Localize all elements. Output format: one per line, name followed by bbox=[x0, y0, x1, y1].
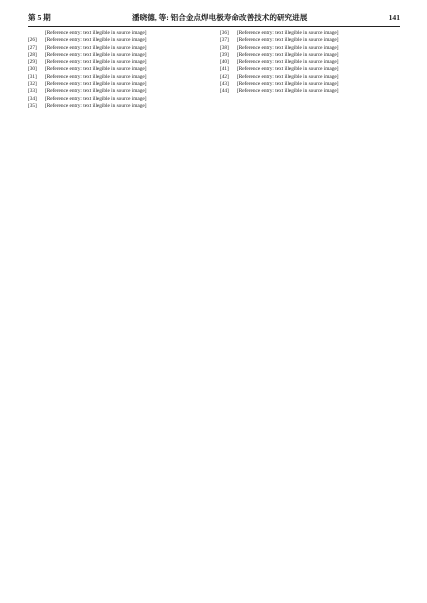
reference-number: [30] bbox=[28, 66, 37, 73]
reference-line: [Reference entry: text illegible in source image] bbox=[237, 44, 339, 51]
reference-number: [27] bbox=[28, 44, 37, 51]
reference-number: [28] bbox=[28, 51, 37, 58]
reference-line: [Reference entry: text illegible in source image] bbox=[237, 30, 339, 36]
reference-text bbox=[237, 66, 400, 73]
reference-number: [38] bbox=[220, 44, 229, 51]
reference-number: [34] bbox=[28, 95, 37, 102]
reference-entry bbox=[28, 88, 208, 95]
reference-entry bbox=[220, 66, 400, 73]
reference-line: [Reference entry: text illegible in source image] bbox=[45, 51, 147, 58]
issue-label: 第 5 期 bbox=[28, 12, 51, 22]
reference-entry bbox=[220, 74, 400, 81]
reference-line: [Reference entry: text illegible in source image] bbox=[45, 73, 147, 80]
reference-text bbox=[237, 88, 400, 95]
reference-text bbox=[45, 37, 208, 44]
reference-number: [35] bbox=[28, 102, 37, 109]
reference-number: [39] bbox=[220, 51, 229, 58]
reference-entry bbox=[28, 96, 208, 103]
reference-text bbox=[45, 45, 208, 52]
reference-text bbox=[237, 74, 400, 81]
reference-entry bbox=[220, 37, 400, 44]
page-number: 141 bbox=[388, 12, 400, 22]
running-title: 潘晓德, 等: 铝合金点焊电极寿命改善技术的研究进展 bbox=[132, 12, 308, 22]
reference-number: [41] bbox=[220, 66, 229, 73]
reference-text bbox=[45, 66, 208, 73]
reference-line: [Reference entry: text illegible in source image] bbox=[237, 51, 339, 58]
left-reference-column bbox=[28, 30, 208, 595]
reference-line: [Reference entry: text illegible in source image] bbox=[45, 30, 147, 36]
reference-text bbox=[45, 74, 208, 81]
reference-number: [33] bbox=[28, 88, 37, 95]
reference-entry bbox=[220, 88, 400, 95]
reference-entry bbox=[220, 45, 400, 52]
reference-line: [Reference entry: text illegible in source image] bbox=[45, 81, 147, 88]
reference-number: [26] bbox=[28, 37, 37, 44]
reference-entry bbox=[28, 74, 208, 81]
reference-line: [Reference entry: text illegible in source image] bbox=[237, 66, 339, 73]
reference-entry bbox=[28, 45, 208, 52]
reference-line: [Reference entry: text illegible in source image] bbox=[45, 95, 147, 102]
reference-line: [Reference entry: text illegible in source image] bbox=[237, 73, 339, 80]
reference-line: [Reference entry: text illegible in source image] bbox=[45, 37, 147, 44]
reference-entry bbox=[28, 66, 208, 73]
reference-line: [Reference entry: text illegible in source image] bbox=[45, 44, 147, 51]
page-header bbox=[28, 10, 400, 24]
reference-number: [37] bbox=[220, 37, 229, 44]
reference-line: [Reference entry: text illegible in source image] bbox=[237, 88, 339, 95]
reference-entry bbox=[28, 103, 208, 110]
reference-text bbox=[237, 37, 400, 44]
reference-text bbox=[45, 103, 208, 110]
right-reference-column bbox=[220, 30, 400, 595]
header-rule bbox=[28, 26, 400, 27]
reference-entry bbox=[28, 37, 208, 44]
reference-number: [32] bbox=[28, 81, 37, 88]
reference-line: [Reference entry: text illegible in source image] bbox=[45, 59, 147, 66]
reference-line: [Reference entry: text illegible in source image] bbox=[237, 37, 339, 44]
reference-text bbox=[45, 88, 208, 95]
reference-number: [44] bbox=[220, 88, 229, 95]
reference-number bbox=[28, 30, 45, 37]
reference-number: [42] bbox=[220, 73, 229, 80]
reference-text bbox=[45, 96, 208, 103]
reference-number: [43] bbox=[220, 81, 229, 88]
reference-number: [40] bbox=[220, 59, 229, 66]
reference-text bbox=[237, 45, 400, 52]
reference-number: [31] bbox=[28, 73, 37, 80]
reference-line: [Reference entry: text illegible in source image] bbox=[237, 81, 339, 88]
reference-line: [Reference entry: text illegible in source image] bbox=[237, 59, 339, 66]
reference-line: [Reference entry: text illegible in source image] bbox=[45, 102, 147, 109]
reference-number: [36] bbox=[220, 30, 229, 36]
reference-line: [Reference entry: text illegible in source image] bbox=[45, 88, 147, 95]
reference-number: [29] bbox=[28, 59, 37, 66]
reference-line: [Reference entry: text illegible in source image] bbox=[45, 66, 147, 73]
